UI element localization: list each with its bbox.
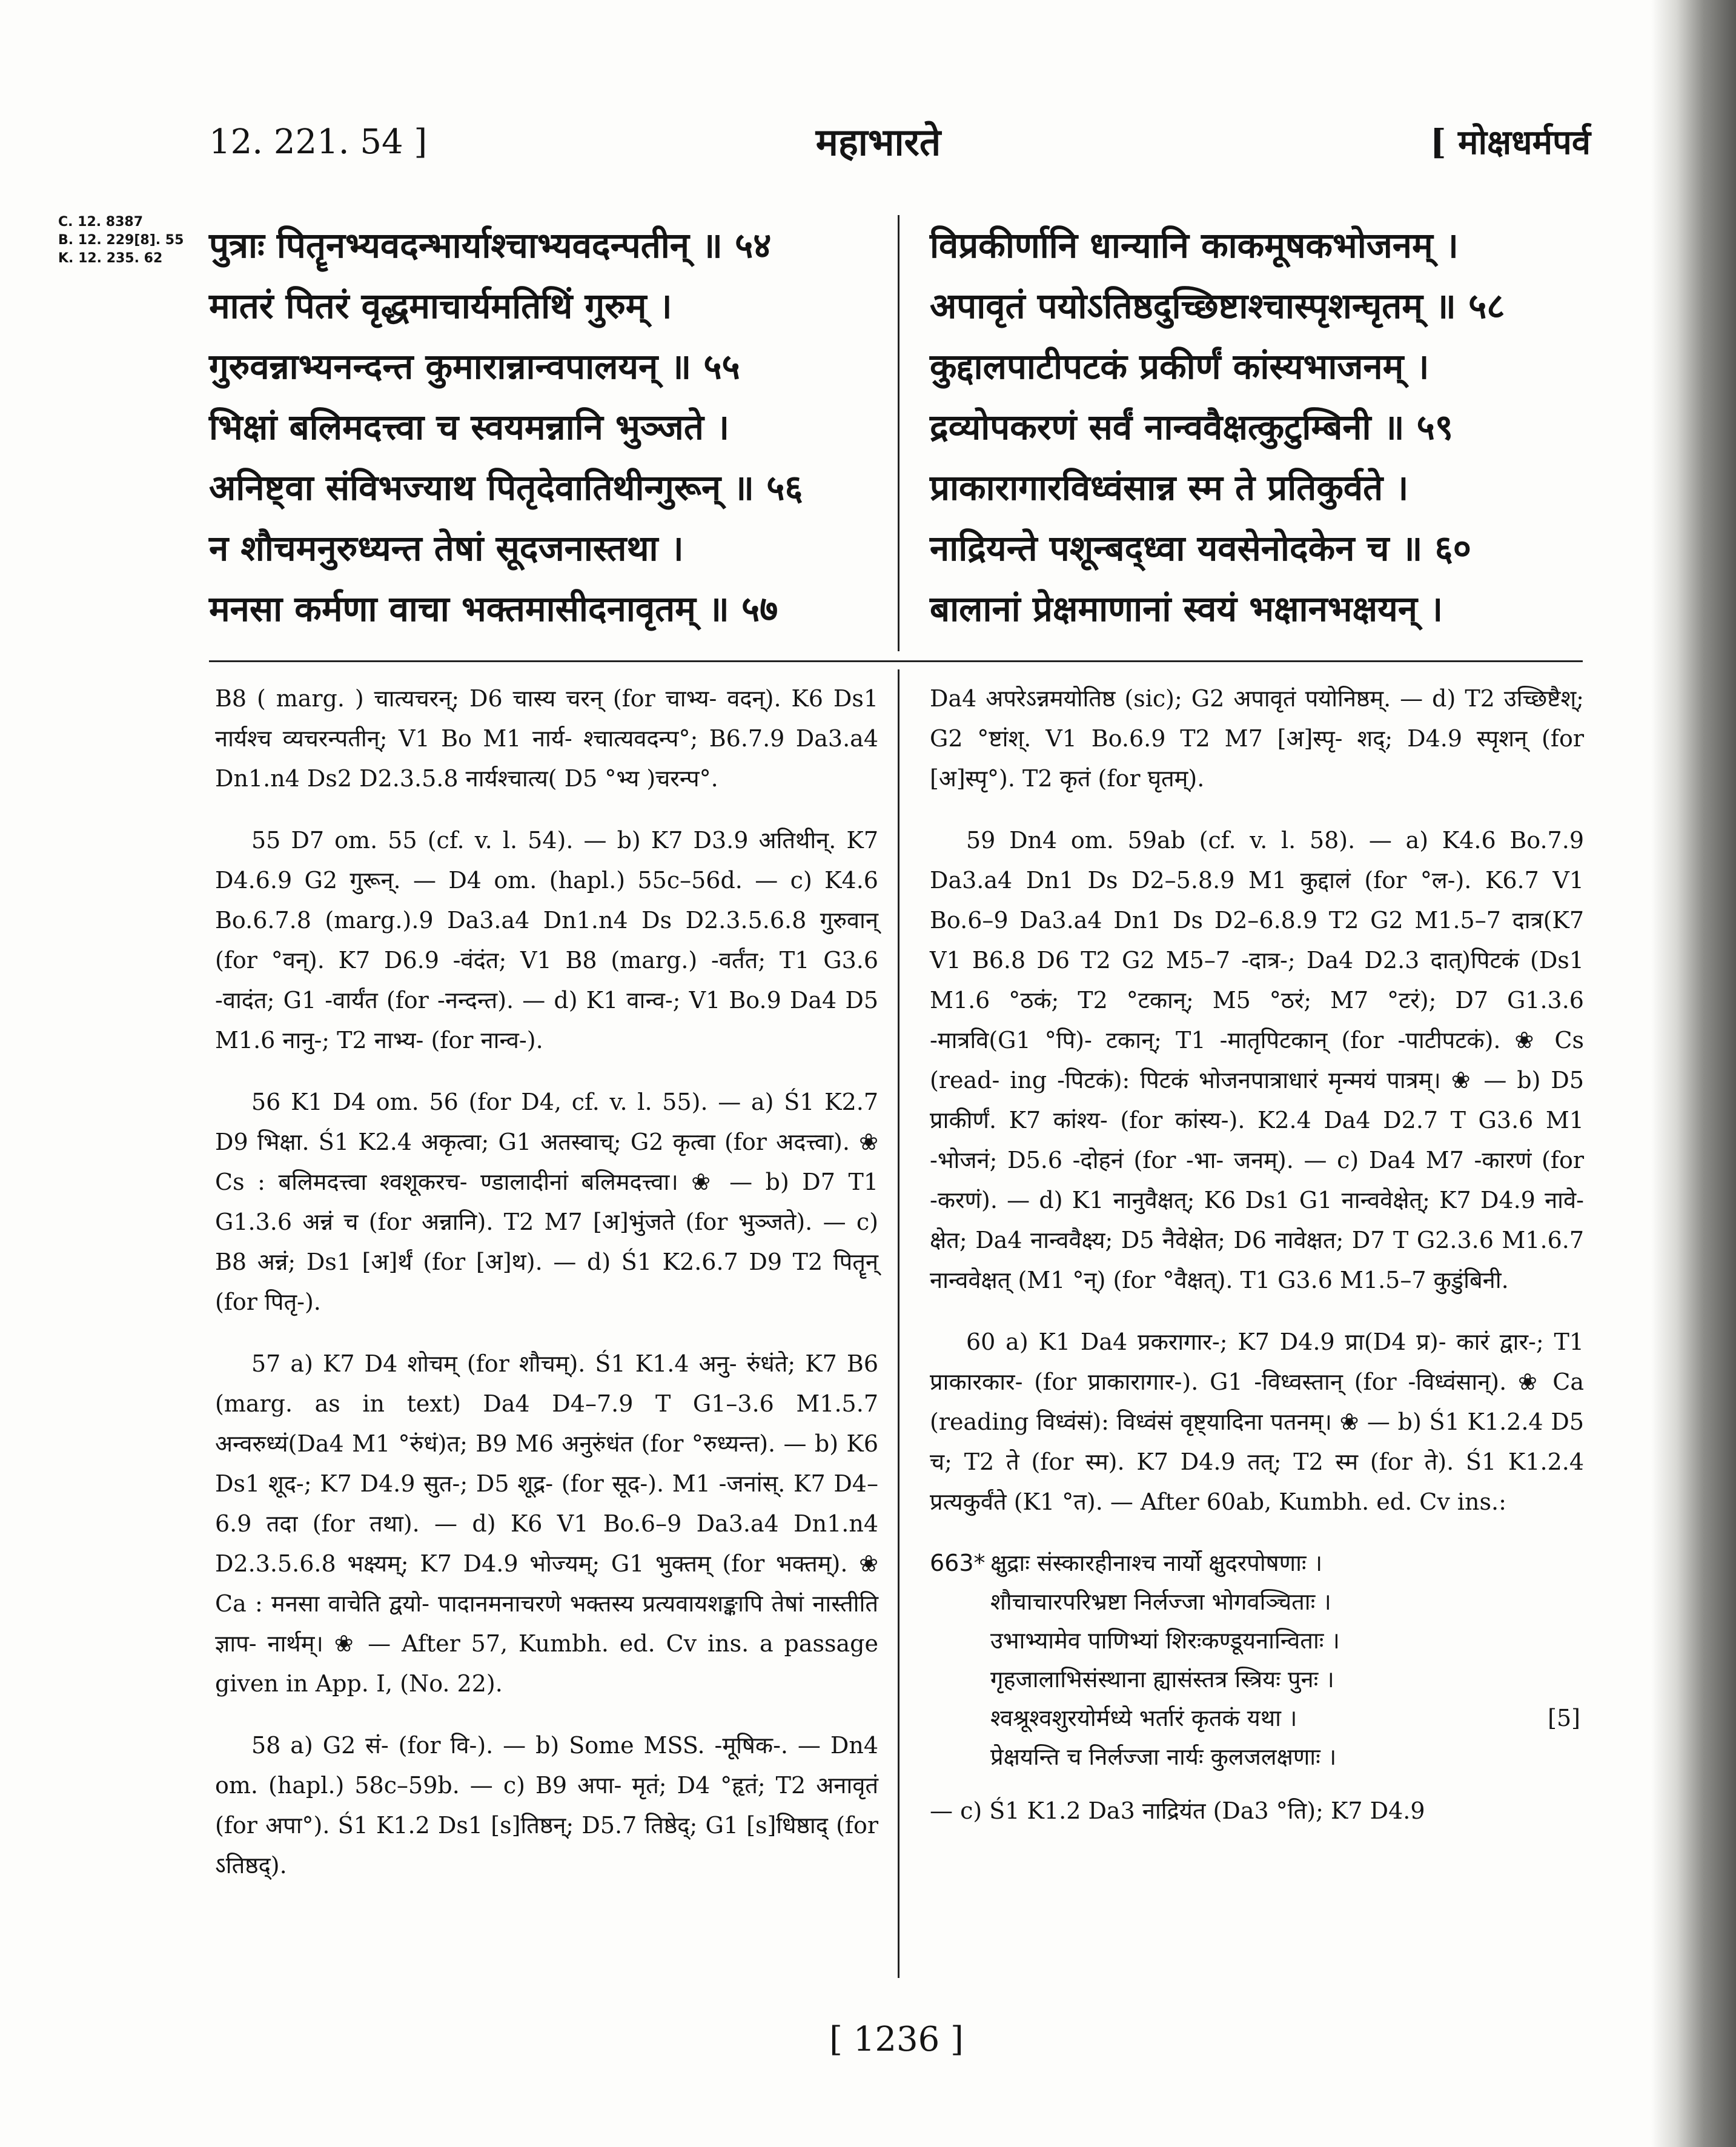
verse-line: बालानां प्रेक्षमाणानां स्वयं भक्षानभक्षयन् ।: [930, 588, 1443, 629]
passage-line: शौचाचारपरिभ्रष्टा निर्लज्जा भोगवञ्चिताः ।: [990, 1588, 1331, 1615]
inserted-passage: [930, 1544, 1584, 1776]
verse-line: विप्रकीर्णानि धान्यानि काकमूषकभोजनम् ।: [930, 225, 1459, 266]
passage-line: क्षुद्राः संस्कारहीनाश्च नार्यो क्षुदरपोषणाः ।: [990, 1550, 1323, 1576]
concordance-ref: K. 12. 235. 62: [58, 251, 163, 266]
apparatus-note: B8 ( marg. ) चात्यचरन्; D6 चास्य चरन् (for चाभ्य- वदन्). K6 Ds1 नार्यश्च व्यचरन्पतीन्; V1 Bo M1 नार्य- श्चात्यवदन्प°; B6.7.9 Da3.a4 Dn1.n4 Ds2 D2.3.5.8 नार्यश्चात्य( D5 °भ्य )चरन्प°.: [215, 685, 878, 792]
verse-line: मातरं पितरं वृद्धमाचार्यमतिथिं गुरुम् ।: [209, 285, 672, 327]
verse-line: अनिष्ट्वा संविभज्याथ पितृदेवातिथीन्गुरून् ॥ ५६: [209, 467, 803, 508]
apparatus-note: 58 a) G2 सं- (for वि-). — b) Some MSS. -मूषिक-. — Dn4 om. (hapl.) 58c–59b. — c) B9 अपा- मृतं; D4 °हृतं; T2 अनावृतं (for अपा°). Ś1 K1.2 Ds1 [s]तिष्ठन्; D5.7 तिष्ठेद्; G1 [s]धिष्ठाद् (for ऽतिष्ठद्).: [215, 1732, 878, 1879]
book-title: महाभारते: [815, 120, 941, 164]
passage-line: गृहजालाभिसंस्थाना ह्यासंस्तत्र स्त्रियः पुनः ।: [990, 1666, 1334, 1693]
passage-line: उभाभ्यामेव पाणिभ्यां शिरःकण्डूयनान्विताः ।: [990, 1627, 1340, 1654]
verse-line: द्रव्योपकरणं सर्वं नान्ववैक्षत्कुटुम्बिनी ॥ ५९: [930, 407, 1454, 448]
verse-line: नाद्रियन्ते पशून्बद्ध्वा यवसेनोदकेन च ॥ ६०: [930, 528, 1471, 569]
apparatus-note: 60 a) K1 Da4 प्रकरागार-; K7 D4.9 प्रा(D4 प्र)- कारं द्वार-; T1 प्राकारकार- (for प्राकारागार-). G1 -विध्वस्तान् (for -विध्वंसान्). ❀ Ca (reading विध्वंसं): विध्वंसं वृष्ट्यादिना पतनम्। ❀ — b) Ś1 K1.2.4 D5 च; T2 ते (for स्म). K7 D4.9 तत्; T2 स्म (for ते). Ś1 K1.2.4 प्रत्यकुर्वंते (K1 °त). — After 60ab, Kumbh. ed. Cv ins.:: [930, 1329, 1584, 1515]
concordance-refs: [58, 213, 184, 268]
apparatus-note: — c) Ś1 K1.2 Da3 नाद्रियंत (Da3 °ति); K7 D4.9: [930, 1797, 1425, 1824]
line-marker: [5]: [1548, 1705, 1580, 1731]
apparatus-note: 59 Dn4 om. 59ab (cf. v. l. 58). — a) K4.6 Bo.7.9 Da3.a4 Dn1 Ds D2–5.8.9 M1 कुद्दालं (for °ल-). K6.7 V1 Bo.6–9 Da3.a4 Dn1 Ds D2–6.8.9 T2 G2 M1.5–7 दात्र(K7 V1 B6.8 D6 T2 G2 M5–7 -दात्र-; Da4 D2.3 दात्)पिटकं (Ds1 M1.6 °ठकं; T2 °टकान्; M5 °ठरं; M7 °टरं); D7 G1.3.6 -मात्रवि(G1 °पि)- टकान्; T1 -मातृपिटकान् (for -पाटीपटकं). ❀ Cs (read- ing -पिटकं): पिटकं भोजनपात्राधारं मृन्मयं पात्रम्। ❀ — b) D5 प्राकीर्णं. K7 कांश्य- (for कांस्य-). K2.4 Da4 D2.7 T G3.6 M1 -भोजनं; D5.6 -दोहनं (for -भा- जनम्). — c) Da4 M7 -कारणं (for -करणं). — d) K1 नानुवैक्षत्; K6 Ds1 G1 नान्ववेक्षेत्; K7 D4.9 नावे- क्षेत; Da4 नान्ववैक्ष्य; D5 नैवेक्षेत; D6 नावेक्षत; D7 T G2.3.6 M1.6.7 नान्ववेक्षत् (M1 °न्) (for °वैक्षत्). T1 G3.6 M1.5–7 कुडुंबिनी.: [930, 827, 1584, 1293]
verse-line: अपावृतं पयोऽतिष्ठदुच्छिष्टाश्चास्पृशन्घृतम् ॥ ५८: [930, 285, 1505, 327]
apparatus-note: 55 D7 om. 55 (cf. v. l. 54). — b) K7 D3.9 अतिथीन्. K7 D4.6.9 G2 गुरून्. — D4 om. (hapl.) 55c–56d. — c) K4.6 Bo.6.7.8 (marg.).9 Da3.a4 Dn1.n4 Ds D2.3.5.6.8 गुरुवान् (for °वन्). K7 D6.9 -वंदंत; V1 B8 (marg.) -वर्तंत; T1 G3.6 -वादंत; G1 -वार्यंत (for -नन्दन्त). — d) K1 वान्व-; V1 Bo.9 Da4 D5 M1.6 नानु-; T2 नाभ्य- (for नान्व-).: [215, 827, 878, 1054]
verse-line: मनसा कर्मणा वाचा भक्तमासीदनावृतम् ॥ ५७: [209, 588, 778, 629]
apparatus-column-right: [930, 679, 1584, 1853]
section-title: [ मोक्षधर्मपर्व: [1430, 122, 1591, 162]
verse-line: कुद्दालपाटीपटकं प्रकीर्णं कांस्यभाजनम् ।: [930, 346, 1430, 387]
passage-number: 663*: [930, 1550, 986, 1576]
passage-line: श्वश्रूश्वशुरयोर्मध्ये भर्तारं कृतकं यथा ।: [990, 1705, 1297, 1731]
apparatus-column-left: [215, 679, 878, 1907]
apparatus-column-divider: [898, 669, 899, 1978]
concordance-ref: C. 12. 8387: [58, 214, 144, 230]
concordance-ref: B. 12. 229[8]. 55: [58, 233, 184, 248]
apparatus-rule: [209, 660, 1583, 662]
page-number: [ 1236 ]: [829, 2020, 964, 2059]
verse-column-left: [209, 215, 881, 639]
verse-column-right: [930, 215, 1584, 639]
verse-reference: 12. 221. 54 ]: [209, 122, 428, 162]
verse-line: पुत्राः पितॄनभ्यवदन्भार्याश्चाभ्यवदन्पतीन् ॥ ५४: [209, 225, 772, 266]
verse-line: प्राकारागारविध्वंसान्न स्म ते प्रतिकुर्वते ।: [930, 467, 1409, 508]
passage-line: प्रेक्षयन्ति च निर्लज्जा नार्यः कुलजलक्षणाः ।: [990, 1744, 1337, 1770]
verse-line: भिक्षां बलिमदत्त्वा च स्वयमन्नानि भुञ्जते ।: [209, 407, 730, 448]
page-edge-shadow: [1651, 0, 1736, 2147]
verse-line: न शौचमनुरुध्यन्त तेषां सूदजनास्तथा ।: [209, 528, 684, 569]
apparatus-note: Da4 अपरेऽन्नमयोतिष्ठ (sic); G2 अपावृतं पयोनिष्ठम्. — d) T2 उच्छिष्टैश्; G2 °ष्टांश्. V1 Bo.6.9 T2 M7 [अ]स्पृ- शद्; D4.9 स्पृशन् (for [अ]स्पृ°). T2 कृतं (for घृतम्).: [930, 685, 1584, 792]
apparatus-note: 57 a) K7 D4 शोचम् (for शौचम्). Ś1 K1.4 अनु- रुंधंते; K7 B6 (marg. as in text) Da4 D4–7.9 T G1–3.6 M1.5.7 अन्वरुध्यं(Da4 M1 °रुंधं)त; B9 M6 अनुरुंधंत (for °रुध्यन्त). — b) K6 Ds1 शूद-; K7 D4.9 सुत-; D5 शूद्र- (for सूद-). M1 -जनांस्. K7 D4–6.9 तदा (for तथा). — d) K6 V1 Bo.6–9 Da3.a4 Dn1.n4 D2.3.5.6.8 भक्ष्यम्; K7 D4.9 भोज्यम्; G1 भुक्तम् (for भक्तम्). ❀ Ca : मनसा वाचेति द्वयो- पादानमनाचरणे भक्तस्य प्रत्यवायशङ्कापि तेषां नास्तीति ज्ञाप- नार्थम्। ❀ — After 57, Kumbh. ed. Cv ins. a passage given in App. I, (No. 22).: [215, 1350, 878, 1697]
verse-line: गुरुवन्नाभ्यनन्दन्त कुमारान्नान्वपालयन् ॥ ५५: [209, 346, 740, 387]
verse-column-divider: [898, 215, 899, 651]
apparatus-note: 56 K1 D4 om. 56 (for D4, cf. v. l. 55). — a) Ś1 K2.7 D9 भिक्षा. Ś1 K2.4 अकृत्वा; G1 अतस्वाच्; G2 कृत्वा (for अदत्त्वा). ❀ Cs : बलिमदत्त्वा श्वशूकरच- ण्डालादीनां बलिमदत्त्वा। ❀ — b) D7 T1 G1.3.6 अन्नं च (for अन्नानि). T2 M7 [अ]भुंजते (for भुञ्जते). — c) B8 अन्नं; Ds1 [अ]र्थं (for [अ]थ). — d) Ś1 K2.6.7 D9 T2 पितॄन् (for पितृ-).: [215, 1089, 878, 1315]
